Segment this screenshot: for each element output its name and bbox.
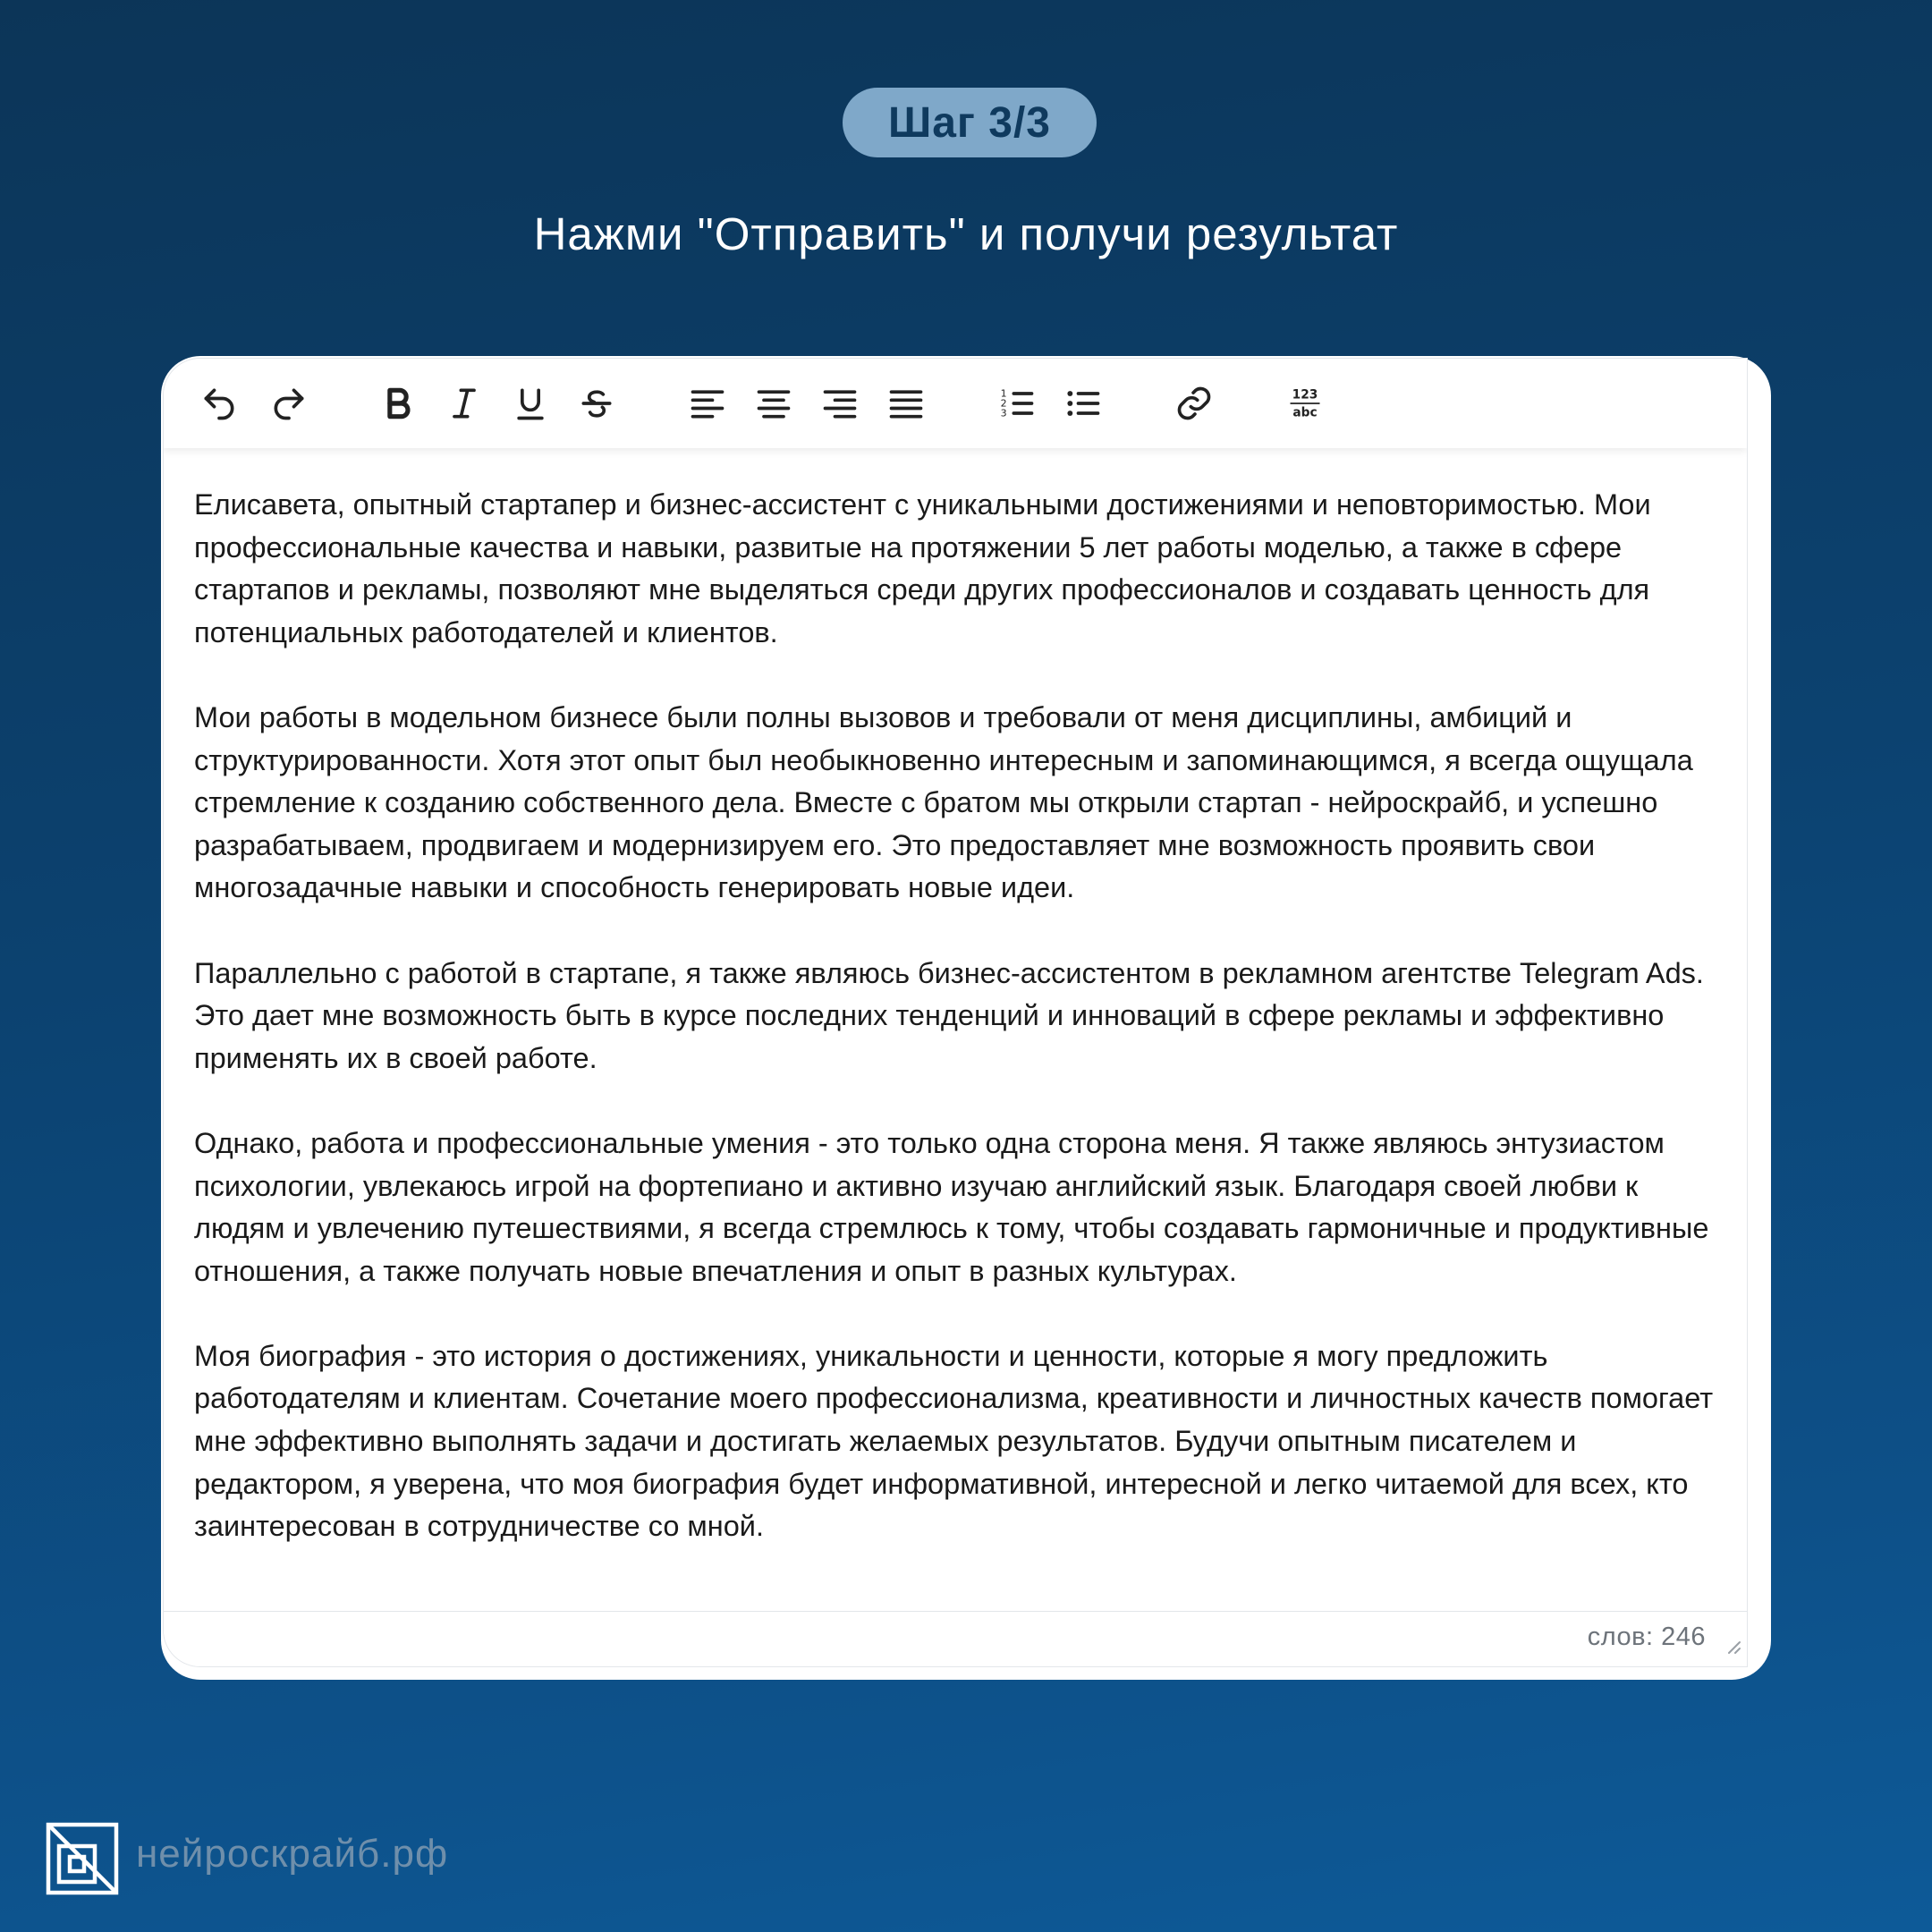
align-center-icon: [754, 384, 793, 423]
align-center-button[interactable]: [754, 384, 793, 423]
editor-card: [161, 356, 1771, 1680]
undo-button[interactable]: [199, 384, 239, 423]
link-button[interactable]: [1174, 384, 1214, 423]
link-icon: [1174, 384, 1214, 423]
underline-icon: [511, 384, 550, 423]
bold-icon: [378, 384, 418, 423]
bullet-list-icon: [1063, 384, 1103, 423]
editor-content[interactable]: [194, 484, 1724, 1548]
strikethrough-icon: [577, 384, 616, 423]
paragraph: Мои работы в модельном бизнесе были полны вызовов и требовали от меня дисциплины, амбиций и структурированности. Хотя этот опыт был необыкновенно интересным и запоминающимся, я всегда ощущала стремление к созданию собственного дела. Вместе с братом мы открыли стартап - нейроскрайб, и успешно разрабатываем, продвигаем и модернизируем его. Это предоставляет мне возможность проявить свои многозадачные навыки и способность генерировать новые идеи.: [194, 700, 1693, 904]
bold-button[interactable]: [378, 384, 418, 423]
align-justify-button[interactable]: [886, 384, 926, 423]
paragraph: Моя биография - это история о достижениях, уникальности и ценности, которые я могу предложить работодателям и клиентам. Сочетание моего профессионализма, креативности и личностных качеств помогает мне эффективно выполнять задачи и достигать желаемых результатов. Будучи опытным писателем и редактором, я уверена, что моя биография будет информативной, интересной и легко читаемой для всех, кто заинтересован в сотрудничестве со мной.: [194, 1339, 1714, 1543]
bullet-list-button[interactable]: [1063, 384, 1103, 423]
align-right-button[interactable]: [820, 384, 860, 423]
italic-button[interactable]: [445, 384, 484, 423]
page-subtitle: Нажми "Отправить" и получи результат: [533, 208, 1399, 259]
paragraph: Елисавета, опытный стартапер и бизнес-ассистент с уникальными достижениями и неповторимостью. Мои профессиональные качества и навыки, развитые на протяжении 5 лет работы моделью, а также в сфере стартапов и рекламы, позволяют мне выделяться среди других профессионалов и создавать ценность для потенциальных работодателей и клиентов.: [194, 488, 1651, 648]
redo-button[interactable]: [269, 384, 309, 423]
svg-text:1: 1: [1000, 387, 1007, 400]
step-label: Шаг 3/3: [888, 98, 1051, 147]
strikethrough-button[interactable]: [577, 384, 616, 423]
step-badge: [843, 88, 1097, 157]
editor-statusbar: [164, 1611, 1747, 1667]
paragraph: Однако, работа и профессиональные умения - это только одна сторона меня. Я также являюсь энтузиастом психологии, увлекаюсь игрой на фортепиано и активно изучаю английский язык. Благодаря своей любви к людям и увлечению путешествиями, я всегда стремлюсь к тому, чтобы создавать гармоничные и продуктивные отношения, а также получать новые впечатления и опыт в разных культурах.: [194, 1126, 1709, 1287]
word-count-icon-bottom: abc: [1292, 405, 1318, 420]
brand-logo-icon: [45, 1821, 120, 1896]
align-left-button[interactable]: [688, 384, 727, 423]
svg-text:2: 2: [1000, 397, 1007, 410]
italic-icon: [445, 384, 484, 423]
paragraph: Параллельно с работой в стартапе, я также являюсь бизнес-ассистентом в рекламном агентстве Telegram Ads. Это дает мне возможность быть в курсе последних тенденций и инноваций в сфере рекламы и эффективно применять их в своей работе.: [194, 956, 1704, 1074]
brand-name: нейроскрайб.рф: [136, 1832, 449, 1876]
align-justify-icon: [886, 384, 926, 423]
undo-icon: [199, 384, 239, 423]
rich-text-editor: [163, 358, 1748, 1667]
word-count-icon: [1285, 384, 1325, 423]
ordered-list-button[interactable]: [997, 384, 1037, 423]
align-left-icon: [688, 384, 727, 423]
word-count-label: слов: 246: [1587, 1623, 1706, 1651]
ordered-list-icon: [997, 384, 1037, 423]
redo-icon: [269, 384, 309, 423]
align-right-icon: [820, 384, 860, 423]
word-count-button[interactable]: [1285, 384, 1325, 423]
svg-text:3: 3: [1000, 407, 1007, 419]
underline-button[interactable]: [511, 384, 550, 423]
word-count-icon-top: 123: [1292, 387, 1318, 402]
editor-toolbar: [164, 359, 1747, 448]
resize-handle-icon[interactable]: [1722, 1635, 1741, 1655]
